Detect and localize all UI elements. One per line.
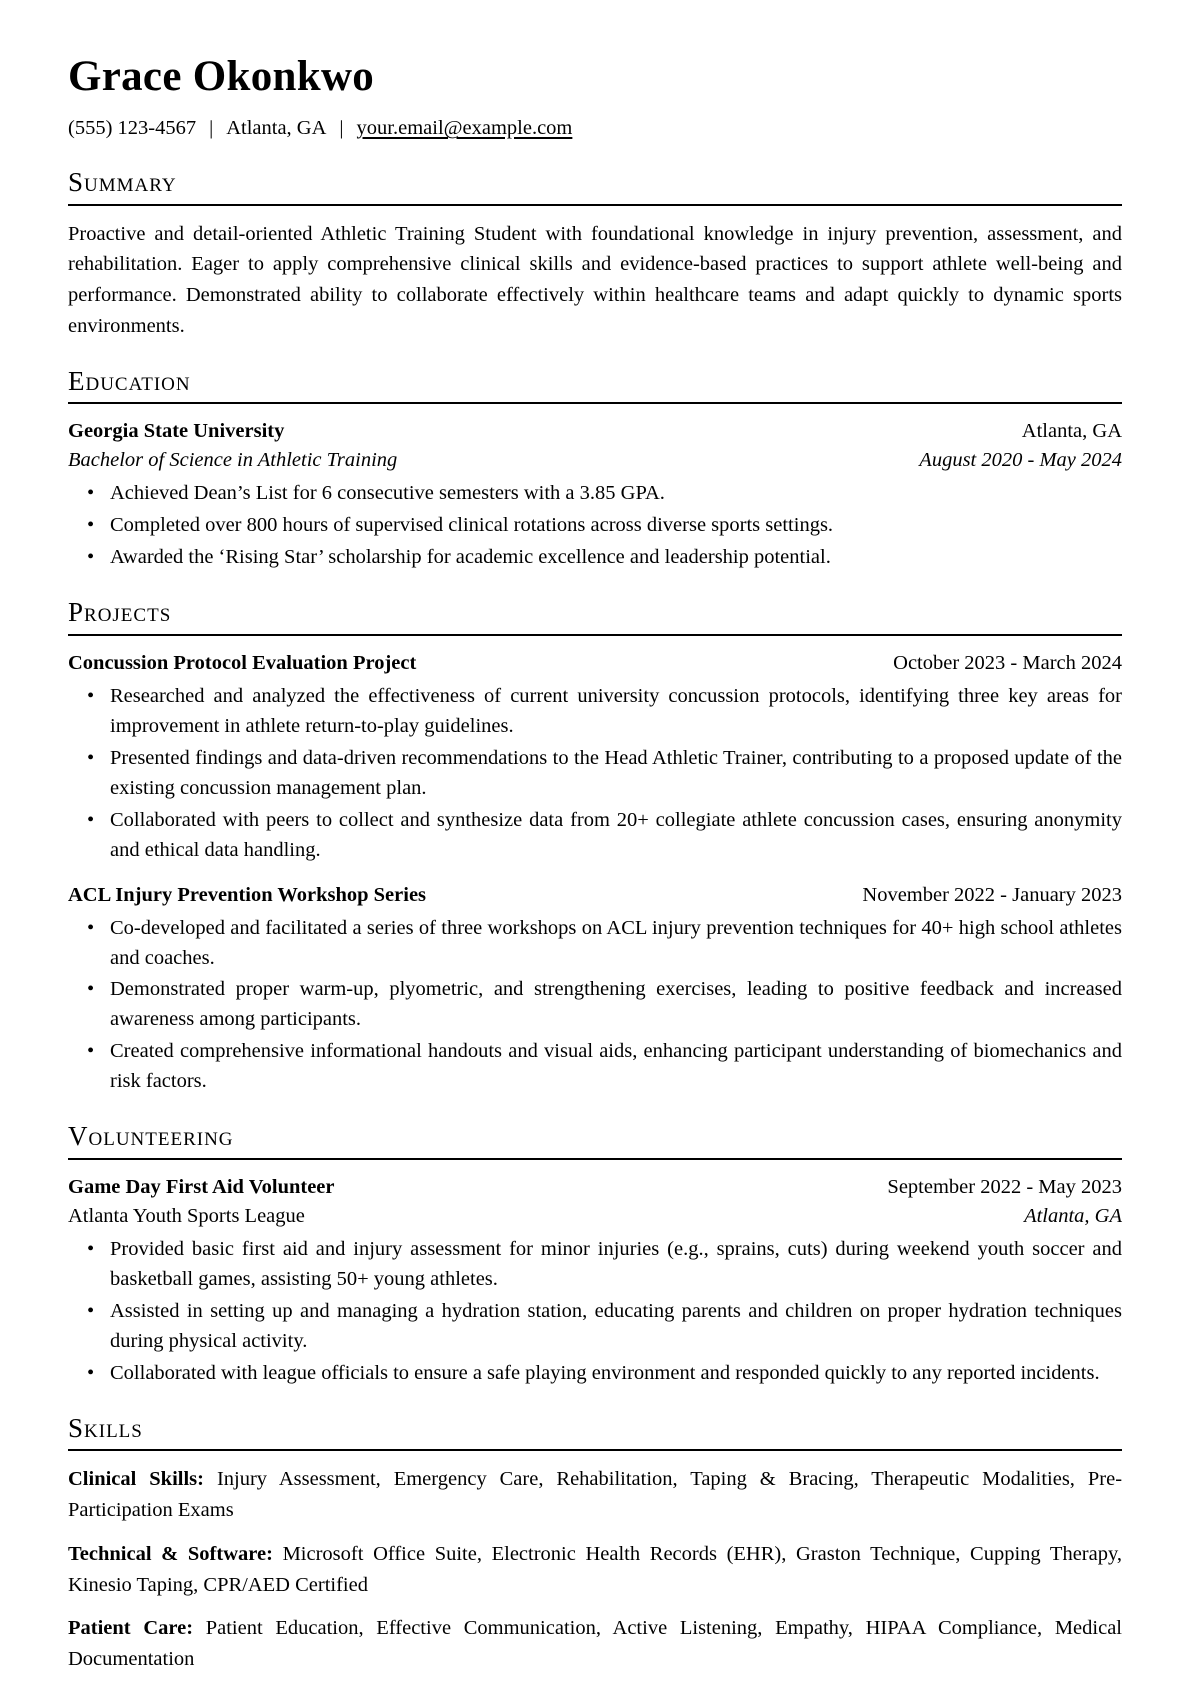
education-entry-header	[68, 417, 1122, 446]
volunteering-location: Atlanta, GA	[1024, 1204, 1122, 1227]
education-bullet: • Awarded the ‘Rising Star’ scholarship for academic excellence and leadership potential.	[68, 543, 1122, 573]
section-volunteering	[68, 1122, 1122, 1389]
section-education	[68, 367, 1122, 574]
skills-group	[68, 1539, 1122, 1601]
education-dates: August 2020 - May 2024	[919, 449, 1122, 472]
volunteering-bullet: • Assisted in setting up and managing a hydration station, educating parents and children on proper hydration techniques during physical activity.	[68, 1297, 1122, 1357]
contact-separator: |	[339, 117, 344, 140]
education-bullet: • Completed over 800 hours of supervised clinical rotations across diverse sports settings.	[68, 511, 1122, 541]
project-bullet-list	[68, 914, 1122, 1098]
project-dates: November 2022 - January 2023	[862, 883, 1122, 906]
volunteering-bullet: • Collaborated with league officials to ensure a safe playing environment and responded quickly to any reported incidents.	[68, 1359, 1122, 1389]
skills-group	[68, 1613, 1122, 1675]
resume-header	[68, 54, 1122, 143]
volunteering-bullet: • Provided basic first aid and injury assessment for minor injuries (e.g., sprains, cuts) during weekend youth soccer and basketball games, assisting 50+ young athletes.	[68, 1235, 1122, 1295]
volunteering-entry	[68, 1173, 1122, 1389]
volunteering-section-title: Volunteering	[68, 1121, 234, 1152]
education-bullet: • Achieved Dean’s List for 6 consecutive semesters with a 3.85 GPA.	[68, 479, 1122, 509]
section-summary	[68, 168, 1122, 342]
organization-name: Atlanta Youth Sports League	[68, 1204, 305, 1227]
project-bullet: • Collaborated with peers to collect and synthesize data from 20+ collegiate athlete concussion cases, ensuring anonymity and ethical data handling.	[68, 806, 1122, 866]
section-divider	[68, 634, 1122, 636]
project-entry-header	[68, 649, 1122, 678]
project-bullet: • Created comprehensive informational handouts and visual aids, enhancing participant understanding of biomechanics and risk factors.	[68, 1037, 1122, 1097]
skills-section-title: Skills	[68, 1412, 143, 1443]
education-entry	[68, 417, 1122, 573]
phone-number: (555) 123-4567	[68, 117, 197, 140]
degree-name: Bachelor of Science in Athletic Training	[68, 449, 398, 472]
project-name: Concussion Protocol Evaluation Project	[68, 651, 417, 674]
section-projects	[68, 598, 1122, 1097]
education-section-title: Education	[68, 365, 191, 396]
volunteer-role: Game Day First Aid Volunteer	[68, 1175, 335, 1198]
contact-separator: |	[209, 117, 214, 140]
project-bullet-list	[68, 682, 1122, 866]
person-name: Grace Okonkwo	[68, 53, 375, 100]
project-bullet: • Demonstrated proper warm-up, plyometric, and strengthening exercises, leading to positive feedback and increased awareness among participants.	[68, 975, 1122, 1035]
education-entry-subheader	[68, 446, 1122, 475]
project-entry	[68, 649, 1122, 866]
project-entry	[68, 881, 1122, 1098]
project-name: ACL Injury Prevention Workshop Series	[68, 883, 427, 906]
skill-group-label: Technical & Software:	[68, 1542, 273, 1565]
project-bullet: • Presented findings and data-driven recommendations to the Head Athletic Trainer, contributing to a proposed update of the existing concussion management plan.	[68, 744, 1122, 804]
section-skills	[68, 1414, 1122, 1675]
section-divider	[68, 402, 1122, 404]
summary-section-title: Summary	[68, 166, 177, 197]
project-dates: October 2023 - March 2024	[893, 651, 1122, 674]
skills-group	[68, 1464, 1122, 1526]
volunteering-bullet-list	[68, 1235, 1122, 1389]
projects-section-title: Projects	[68, 597, 172, 628]
skill-group-items: Microsoft Office Suite, Electronic Health Records (EHR), Graston Technique, Cupping Therapy, Kinesio Taping, CPR/AED Certified	[68, 1542, 1123, 1596]
contact-line	[68, 114, 1122, 143]
school-location: Atlanta, GA	[1021, 420, 1122, 443]
skill-group-items: Injury Assessment, Emergency Care, Rehabilitation, Taping & Bracing, Therapeutic Modalities, Pre-Participation Exams	[68, 1468, 1123, 1522]
location-text: Atlanta, GA	[226, 117, 327, 140]
volunteering-entry-header	[68, 1173, 1122, 1202]
skill-group-items: Patient Education, Effective Communication, Active Listening, Empathy, HIPAA Compliance, Medical Documentation	[68, 1617, 1122, 1671]
summary-paragraph: Proactive and detail-oriented Athletic Training Student with foundational knowledge in injury prevention, assessment, and rehabilitation. Eager to apply comprehensive clinical skills and evidence-based practices to support athlete well-being and performance. Demonstrated ability to collaborate effectively within healthcare teams and adapt quickly to dynamic sports environments.	[68, 222, 1122, 337]
volunteering-dates: September 2022 - May 2023	[887, 1175, 1122, 1198]
project-bullet: • Co-developed and facilitated a series of three workshops on ACL injury prevention techniques for 40+ high school athletes and coaches.	[68, 914, 1122, 974]
section-divider	[68, 204, 1122, 206]
project-entry-header	[68, 881, 1122, 910]
skill-group-label: Clinical Skills:	[68, 1468, 204, 1491]
email-link[interactable]: your.email@example.com	[356, 117, 573, 140]
education-bullet-list	[68, 479, 1122, 573]
skill-group-label: Patient Care:	[68, 1617, 194, 1640]
project-bullet: • Researched and analyzed the effectiveness of current university concussion protocols, identifying three key areas for improvement in athlete return-to-play guidelines.	[68, 682, 1122, 742]
section-divider	[68, 1158, 1122, 1160]
volunteering-entry-subheader	[68, 1202, 1122, 1231]
school-name: Georgia State University	[68, 420, 285, 443]
section-divider	[68, 1449, 1122, 1451]
skills-body	[68, 1464, 1122, 1675]
